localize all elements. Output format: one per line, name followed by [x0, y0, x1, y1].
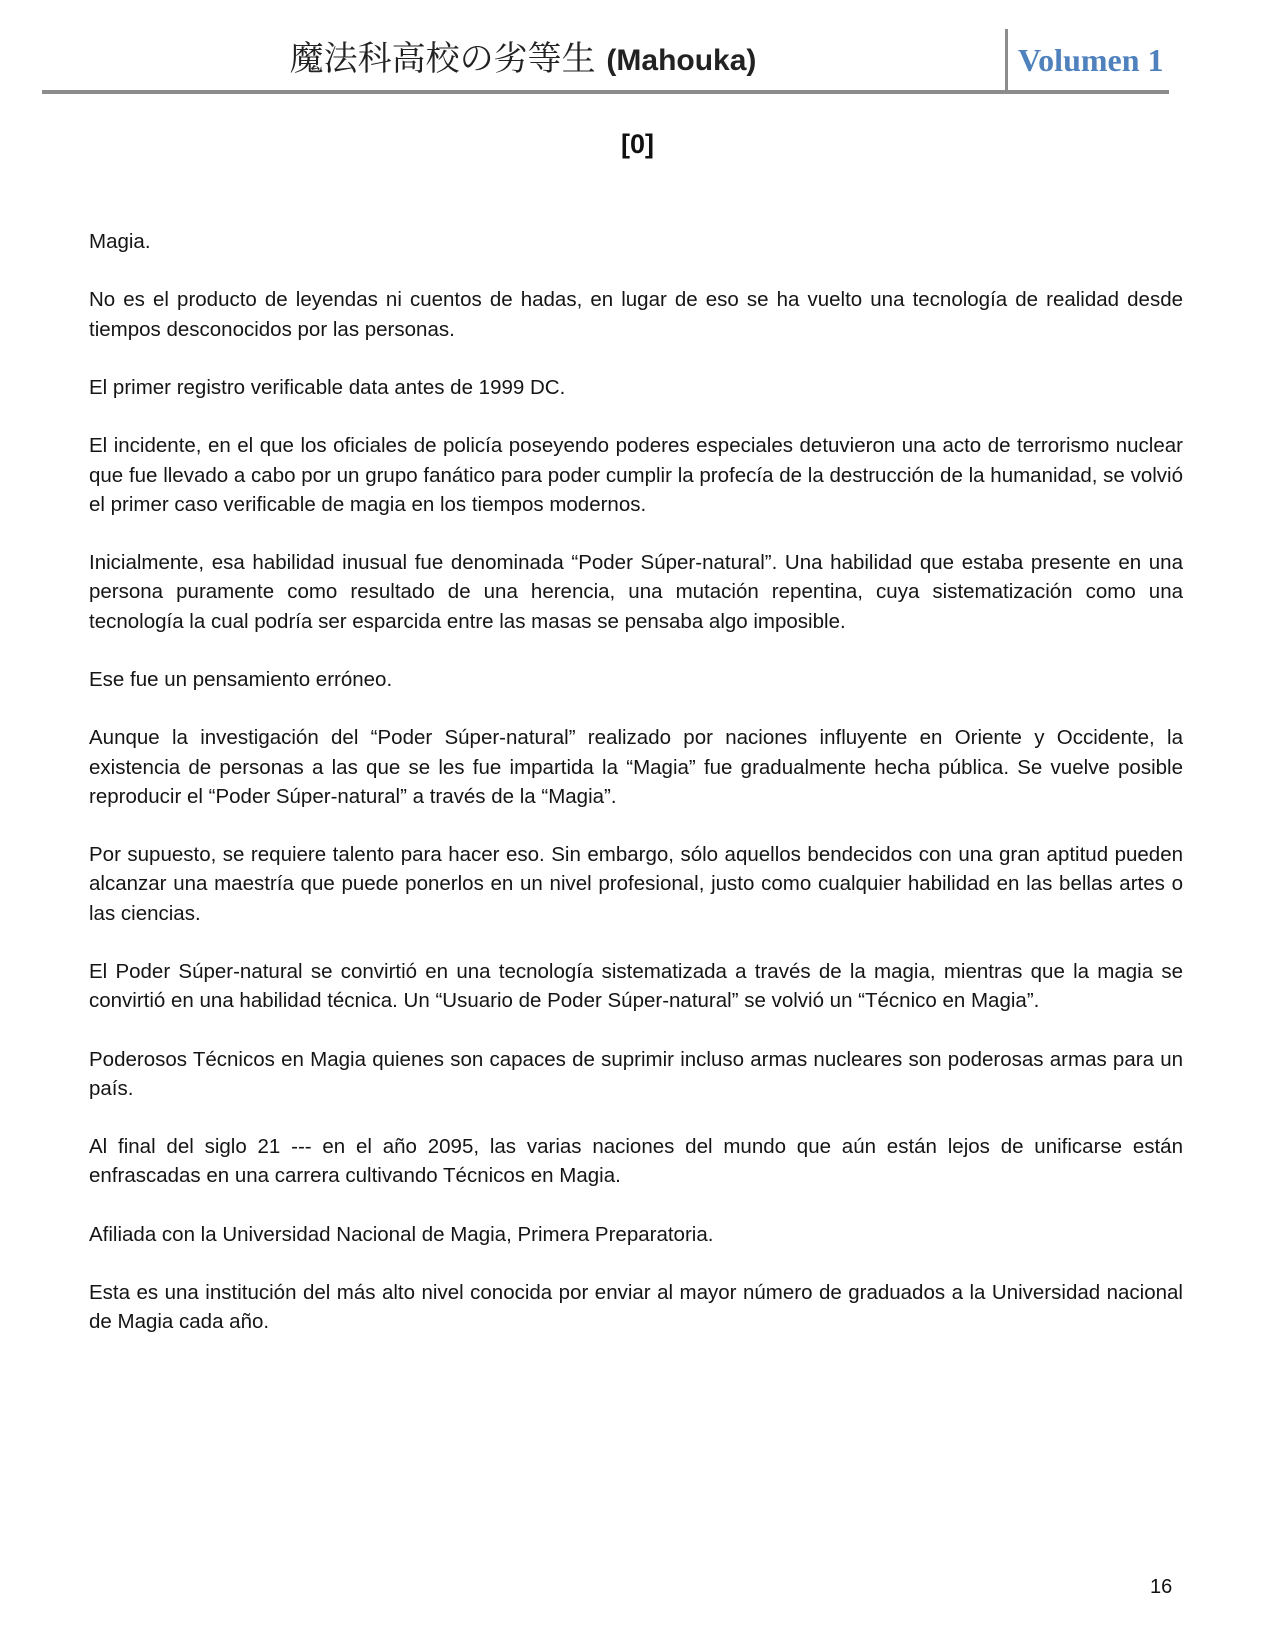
body-text [89, 227, 1183, 1366]
paragraph: Por supuesto, se requiere talento para hacer eso. Sin embargo, sólo aquellos bendecidos con una gran aptitud pueden alcanzar una maestría que puede ponerlos en un nivel profesional, justo como cualquier habilidad en las bellas artes o las ciencias. [89, 843, 1183, 925]
paragraph: Poderosos Técnicos en Magia quienes son capaces de suprimir incluso armas nucleares son poderosas armas para un país. [89, 1047, 1183, 1100]
header-title [40, 34, 1006, 86]
paragraph: Inicialmente, esa habilidad inusual fue denominada “Poder Súper-natural”. Una habilidad que estaba presente en una persona puramente como resultado de una herencia, una mutación repentina, cuya sistematización como una tecnología la cual podría ser esparcida entre las masas se pensaba algo imposible. [89, 551, 1183, 633]
paragraph: Esta es una institución del más alto nivel conocida por enviar al mayor número de graduados a la Universidad nacional de Magia cada año. [89, 1281, 1183, 1334]
paragraph: Al final del siglo 21 --- en el año 2095, las varias naciones del mundo que aún están lejos de unificarse están enfrascadas en una carrera cultivando Técnicos en Magia. [89, 1135, 1183, 1188]
paragraph: Ese fue un pensamiento erróneo. [89, 667, 393, 691]
chapter-heading: [0] [621, 129, 654, 159]
paragraph: El incidente, en el que los oficiales de policía poseyendo poderes especiales detuvieron una acto de terrorismo nuclear que fue llevado a cabo por un grupo fanático para poder cumplir la profecía de la destrucción de la humanidad, se volvió el primer caso verificable de magia en los tiempos modernos. [89, 434, 1183, 516]
header-title-japanese: 魔法科高校の劣等生 [289, 39, 596, 79]
paragraph: El primer registro verificable data antes de 1999 DC. [89, 375, 566, 399]
page-number: 16 [1150, 1576, 1173, 1598]
paragraph: El Poder Súper-natural se convirtió en una tecnología sistematizada a través de la magia, mientras que la magia se convirtió en una habilidad técnica. Un “Usuario de Poder Súper-natural” se volvió un “Técnico en Magia”. [89, 959, 1183, 1013]
paragraph: Aunque la investigación del “Poder Súper-natural” realizado por naciones influyente en Oriente y Occidente, la existencia de personas a las que se les fue impartida la “Magia” fue gradualmente hecha pública. Se vuelve posible reproducir el “Poder Súper-natural” a través de la “Magia”. [89, 726, 1183, 808]
paragraph: Afiliada con la Universidad Nacional de Magia, Primera Preparatoria. [89, 1222, 714, 1246]
paragraph: No es el producto de leyendas ni cuentos de hadas, en lugar de eso se ha vuelto una tecnología de realidad desde tiempos desconocidos por las personas. [89, 288, 1183, 341]
header-rule [42, 90, 1169, 94]
paragraph: Magia. [89, 230, 151, 253]
header-volume-label: Volumen 1 [1018, 42, 1164, 78]
header-divider [1005, 29, 1008, 93]
header-title-latin: (Mahouka) [606, 44, 757, 77]
